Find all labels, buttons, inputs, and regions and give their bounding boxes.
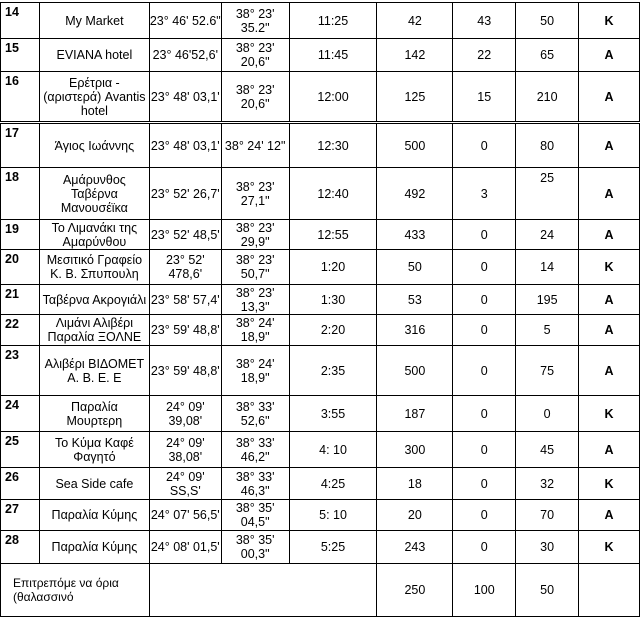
latitude-cell: 38° 23' 13,3"	[221, 285, 289, 315]
class-label-cell: A	[579, 315, 640, 346]
value-3-cell: 195	[516, 285, 579, 315]
value-3-cell: 210	[516, 72, 579, 122]
time-cell: 1:30	[289, 285, 377, 315]
table-row	[1, 250, 640, 285]
table-row	[1, 531, 640, 564]
value-3-cell: 30	[516, 531, 579, 564]
value-3-cell: 32	[516, 468, 579, 500]
class-label-cell: A	[579, 432, 640, 468]
table-row	[1, 124, 640, 168]
value-1-cell: 500	[377, 124, 453, 168]
class-label-cell: K	[579, 396, 640, 432]
longitude-cell: 23° 46'52,6'	[149, 39, 221, 72]
location-name-cell: Αλιβέρι ΒΙΔΟΜΕΤ Α. Β. Ε. Ε	[39, 346, 149, 396]
limits-label: Επιτρεπόμε να όρια (θαλασσινό	[1, 564, 150, 617]
location-name-cell: Ερέτρια - (αριστερά) Avantis hotel	[39, 72, 149, 122]
value-2-cell: 0	[453, 315, 516, 346]
longitude-cell: 23° 52' 48,5'	[149, 220, 221, 250]
latitude-cell: 38° 24' 18,9"	[221, 315, 289, 346]
value-2-cell: 0	[453, 432, 516, 468]
longitude-cell: 23° 52' 478,6'	[149, 250, 221, 285]
class-label-cell: A	[579, 39, 640, 72]
latitude-cell: 38° 33' 46,2"	[221, 432, 289, 468]
value-3-cell: 65	[516, 39, 579, 72]
location-name-cell: Λιμάνι Αλιβέρι Παραλία ΞΟΛΝΕ	[39, 315, 149, 346]
row-number-cell: 16	[1, 72, 40, 122]
time-cell: 5: 10	[289, 500, 377, 531]
table-row	[1, 315, 640, 346]
latitude-cell: 38° 33' 52,6"	[221, 396, 289, 432]
limits-row	[1, 564, 640, 617]
value-3-cell: 80	[516, 124, 579, 168]
value-2-cell: 3	[453, 168, 516, 220]
table-row	[1, 346, 640, 396]
latitude-cell: 38° 23' 20,6"	[221, 72, 289, 122]
row-number-cell: 15	[1, 39, 40, 72]
location-name-cell: My Market	[39, 3, 149, 39]
location-name-cell: Παραλία Μουρτερη	[39, 396, 149, 432]
table-row	[1, 285, 640, 315]
limits-empty-cell	[149, 564, 377, 617]
time-cell: 11:25	[289, 3, 377, 39]
table-row	[1, 468, 640, 500]
table-row	[1, 39, 640, 72]
value-1-cell: 433	[377, 220, 453, 250]
class-label-cell: A	[579, 124, 640, 168]
class-label-cell: K	[579, 3, 640, 39]
class-label-cell: A	[579, 346, 640, 396]
longitude-cell: 23° 46' 52.6"	[149, 3, 221, 39]
value-1-cell: 20	[377, 500, 453, 531]
row-number-cell: 18	[1, 168, 40, 220]
location-name-cell: Παραλία Κύμης	[39, 531, 149, 564]
row-number-cell: 24	[1, 396, 40, 432]
value-1-cell: 142	[377, 39, 453, 72]
latitude-cell: 38° 23' 29,9"	[221, 220, 289, 250]
class-label-cell: K	[579, 468, 640, 500]
class-label-cell: A	[579, 285, 640, 315]
location-name-cell: EVIANA hotel	[39, 39, 149, 72]
longitude-cell: 24° 09' 39,08'	[149, 396, 221, 432]
row-number-cell: 28	[1, 531, 40, 564]
latitude-cell: 38° 24' 18,9"	[221, 346, 289, 396]
row-number-cell: 23	[1, 346, 40, 396]
value-2-cell: 0	[453, 468, 516, 500]
latitude-cell: 38° 35' 00,3"	[221, 531, 289, 564]
table-row	[1, 168, 640, 220]
value-2-cell: 0	[453, 285, 516, 315]
value-1-cell: 500	[377, 346, 453, 396]
value-1-cell: 492	[377, 168, 453, 220]
value-1-cell: 50	[377, 250, 453, 285]
table-row	[1, 500, 640, 531]
value-1-cell: 316	[377, 315, 453, 346]
value-2-cell: 0	[453, 250, 516, 285]
latitude-cell: 38° 23' 50,7"	[221, 250, 289, 285]
row-number-cell: 17	[1, 124, 40, 168]
row-number-cell: 14	[1, 3, 40, 39]
time-cell: 11:45	[289, 39, 377, 72]
time-cell: 12:55	[289, 220, 377, 250]
row-number-cell: 27	[1, 500, 40, 531]
location-name-cell: Άγιος Ιωάννης	[39, 124, 149, 168]
value-2-cell: 0	[453, 346, 516, 396]
time-cell: 12:00	[289, 72, 377, 122]
row-number-cell: 21	[1, 285, 40, 315]
location-name-cell: Αμάρυνθος Ταβέρνα Μανουσέϊκα	[39, 168, 149, 220]
value-3-cell: 24	[516, 220, 579, 250]
latitude-cell: 38° 24' 12"	[221, 124, 289, 168]
measurement-table-upper	[0, 2, 640, 122]
class-label-cell: A	[579, 72, 640, 122]
limits-value-1: 250	[377, 564, 453, 617]
value-3-cell: 45	[516, 432, 579, 468]
time-cell: 12:40	[289, 168, 377, 220]
measurement-table-lower	[0, 123, 640, 617]
value-1-cell: 300	[377, 432, 453, 468]
value-3-cell: 70	[516, 500, 579, 531]
value-2-cell: 43	[453, 3, 516, 39]
value-1-cell: 243	[377, 531, 453, 564]
limits-value-3: 50	[516, 564, 579, 617]
row-number-cell: 22	[1, 315, 40, 346]
longitude-cell: 23° 59' 48,8'	[149, 346, 221, 396]
value-2-cell: 0	[453, 500, 516, 531]
table-row	[1, 72, 640, 122]
table-row	[1, 3, 640, 39]
value-2-cell: 0	[453, 531, 516, 564]
value-1-cell: 125	[377, 72, 453, 122]
limits-value-2: 100	[453, 564, 516, 617]
latitude-cell: 38° 23' 27,1"	[221, 168, 289, 220]
value-1-cell: 53	[377, 285, 453, 315]
location-name-cell: Το Λιμανάκι της Αμαρύνθου	[39, 220, 149, 250]
row-number-cell: 19	[1, 220, 40, 250]
limits-class-empty	[579, 564, 640, 617]
time-cell: 4:25	[289, 468, 377, 500]
time-cell: 5:25	[289, 531, 377, 564]
value-3-cell: 14	[516, 250, 579, 285]
longitude-cell: 24° 08' 01,5'	[149, 531, 221, 564]
longitude-cell: 23° 52' 26,7'	[149, 168, 221, 220]
value-2-cell: 0	[453, 124, 516, 168]
longitude-cell: 23° 48' 03,1'	[149, 72, 221, 122]
location-name-cell: Το Κύμα Καφέ Φαγητό	[39, 432, 149, 468]
longitude-cell: 23° 59' 48,8'	[149, 315, 221, 346]
value-3-cell: 50	[516, 3, 579, 39]
value-3-cell: 75	[516, 346, 579, 396]
value-3-cell: 0	[516, 396, 579, 432]
longitude-cell: 24° 07' 56,5'	[149, 500, 221, 531]
value-3-cell: 5	[516, 315, 579, 346]
time-cell: 2:35	[289, 346, 377, 396]
row-number-cell: 26	[1, 468, 40, 500]
table-row	[1, 220, 640, 250]
location-name-cell: Παραλία Κύμης	[39, 500, 149, 531]
table-row	[1, 396, 640, 432]
location-name-cell: Ταβέρνα Ακρογιάλι	[39, 285, 149, 315]
time-cell: 3:55	[289, 396, 377, 432]
latitude-cell: 38° 23' 20,6"	[221, 39, 289, 72]
value-1-cell: 42	[377, 3, 453, 39]
longitude-cell: 24° 09' 38,08'	[149, 432, 221, 468]
longitude-cell: 24° 09' SS,S'	[149, 468, 221, 500]
table-row	[1, 432, 640, 468]
time-cell: 2:20	[289, 315, 377, 346]
value-2-cell: 0	[453, 396, 516, 432]
value-2-cell: 15	[453, 72, 516, 122]
row-number-cell: 25	[1, 432, 40, 468]
class-label-cell: A	[579, 500, 640, 531]
value-3-cell: 25	[516, 168, 579, 220]
longitude-cell: 23° 58' 57,4'	[149, 285, 221, 315]
time-cell: 12:30	[289, 124, 377, 168]
time-cell: 4: 10	[289, 432, 377, 468]
class-label-cell: A	[579, 168, 640, 220]
value-1-cell: 187	[377, 396, 453, 432]
longitude-cell: 23° 48' 03,1'	[149, 124, 221, 168]
class-label-cell: K	[579, 250, 640, 285]
latitude-cell: 38° 35' 04,5"	[221, 500, 289, 531]
time-cell: 1:20	[289, 250, 377, 285]
value-1-cell: 18	[377, 468, 453, 500]
latitude-cell: 38° 33' 46,3"	[221, 468, 289, 500]
latitude-cell: 38° 23' 35.2"	[221, 3, 289, 39]
location-name-cell: Μεσιτικό Γραφείο Κ. Β. Σπυπουλη	[39, 250, 149, 285]
value-2-cell: 22	[453, 39, 516, 72]
row-number-cell: 20	[1, 250, 40, 285]
class-label-cell: K	[579, 531, 640, 564]
value-2-cell: 0	[453, 220, 516, 250]
location-name-cell: Sea Side cafe	[39, 468, 149, 500]
class-label-cell: A	[579, 220, 640, 250]
